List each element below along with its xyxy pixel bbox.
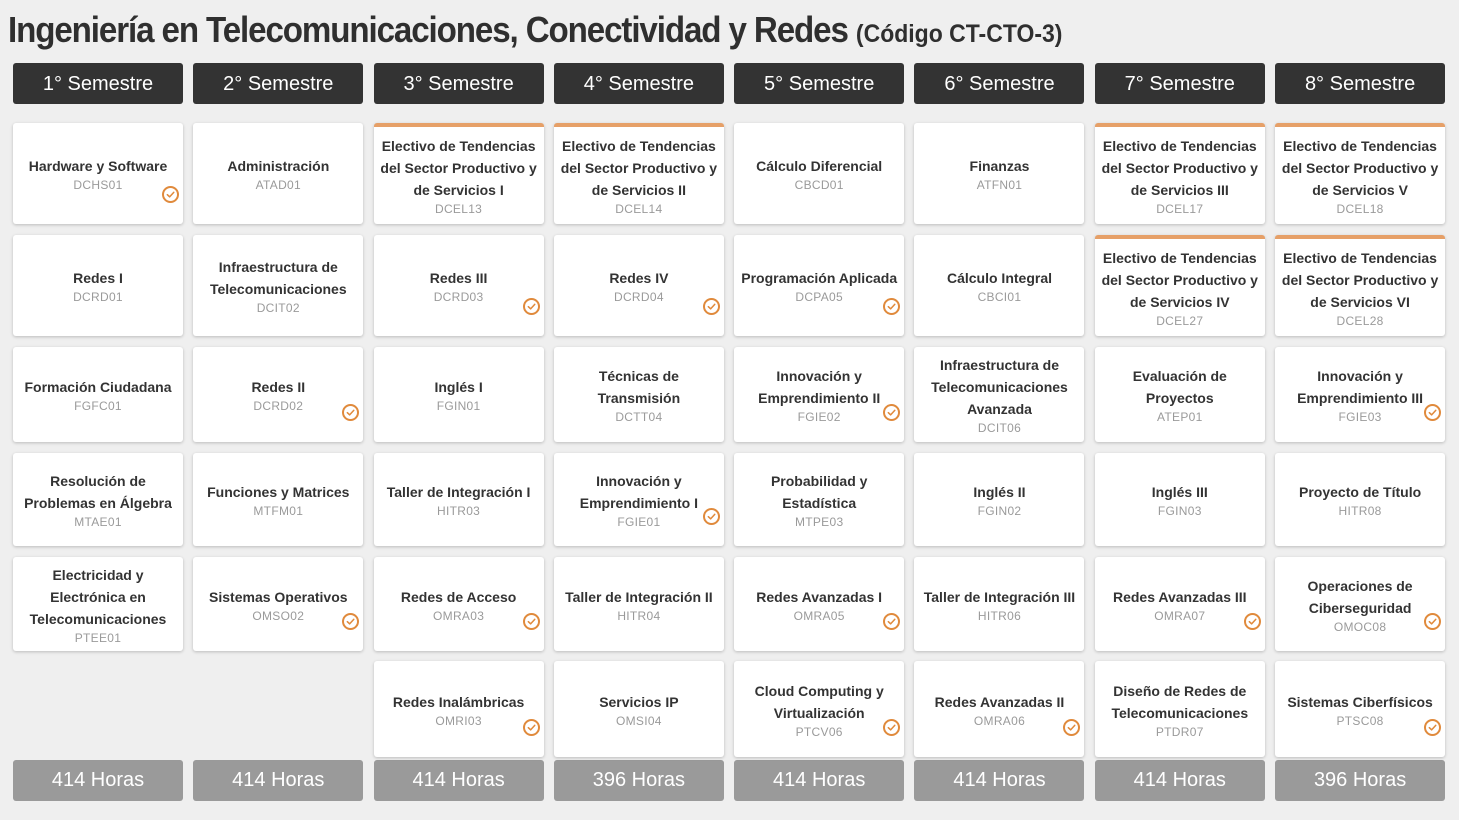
- semester-hours: 414 Horas: [193, 760, 363, 801]
- check-badge-icon: [162, 186, 179, 203]
- course-code: HITR08: [1338, 504, 1382, 518]
- course-code: ATFN01: [976, 178, 1023, 192]
- course-name: Redes I: [73, 270, 123, 286]
- course-name: Redes Avanzadas III: [1112, 588, 1247, 605]
- course-card[interactable]: [914, 453, 1084, 546]
- course-code: DCEL28: [1336, 314, 1384, 328]
- course-name: Sistemas Operativos: [209, 588, 348, 605]
- course-code: DCEL27: [1156, 314, 1204, 328]
- check-badge-icon: [523, 719, 540, 736]
- course-name: Redes II: [251, 379, 306, 395]
- course-name: Electivo de Tendencias del Sector Productivo y de Servicios III: [1101, 138, 1258, 198]
- course-name: Servicios IP: [599, 693, 679, 710]
- course-card[interactable]: [1095, 557, 1265, 651]
- check-badge-icon: [523, 298, 540, 315]
- course-name: Inglés III: [1151, 484, 1208, 500]
- semester-hours: 414 Horas: [914, 760, 1084, 801]
- course-card[interactable]: [374, 235, 544, 336]
- course-code: HITR03: [437, 504, 481, 518]
- course-card[interactable]: [734, 661, 904, 757]
- page-title: [8, 8, 1062, 52]
- course-card[interactable]: [734, 123, 904, 224]
- course-card[interactable]: [1275, 235, 1445, 336]
- course-list: [1095, 123, 1265, 757]
- course-name: Sistemas Ciberfísicos: [1287, 693, 1433, 710]
- course-card[interactable]: [374, 557, 544, 651]
- course-code: MTPE03: [794, 515, 844, 529]
- course-name: Electricidad y Electrónica en Telecomunicaciones: [29, 566, 167, 627]
- course-card[interactable]: [914, 347, 1084, 442]
- course-name: Redes III: [429, 270, 488, 286]
- course-code: FGIN03: [1157, 504, 1202, 518]
- course-code: FGIN02: [977, 504, 1022, 518]
- course-list: [734, 123, 904, 757]
- course-code: FGIE03: [1338, 410, 1382, 424]
- course-card[interactable]: [13, 123, 183, 224]
- course-list: [193, 123, 363, 757]
- course-code: HITR06: [977, 608, 1022, 623]
- semester-hours: 414 Horas: [734, 760, 904, 801]
- course-card[interactable]: [554, 123, 724, 224]
- course-name: Redes IV: [609, 270, 669, 286]
- semester-header[interactable]: 4° Semestre: [554, 63, 724, 104]
- course-card[interactable]: [554, 235, 724, 336]
- course-card[interactable]: [554, 557, 724, 651]
- course-code: DCRD01: [73, 290, 123, 304]
- semester-header[interactable]: 5° Semestre: [734, 63, 904, 104]
- check-badge-icon: [883, 298, 900, 315]
- semester-column: [193, 63, 363, 801]
- course-code: OMSO02: [252, 608, 305, 623]
- course-name: Programación Aplicada: [741, 270, 898, 286]
- semester-header[interactable]: 7° Semestre: [1095, 63, 1265, 104]
- course-card[interactable]: [914, 557, 1084, 651]
- course-card[interactable]: [1095, 123, 1265, 224]
- course-name: Cálculo Diferencial: [756, 158, 883, 174]
- semester-header[interactable]: 2° Semestre: [193, 63, 363, 104]
- course-name: Cálculo Integral: [946, 270, 1052, 286]
- course-card[interactable]: [1275, 347, 1445, 442]
- course-card[interactable]: [374, 123, 544, 224]
- check-badge-icon: [703, 508, 720, 525]
- course-code: DCRD04: [613, 290, 664, 304]
- course-card[interactable]: [554, 347, 724, 442]
- course-name: Técnicas de Transmisión: [597, 368, 681, 406]
- course-code: FGIE01: [617, 515, 661, 529]
- course-card[interactable]: [374, 347, 544, 442]
- course-card[interactable]: [193, 123, 363, 224]
- semester-hours: 414 Horas: [1095, 760, 1265, 801]
- semester-hours: 414 Horas: [13, 760, 183, 801]
- course-name: Cloud Computing y Virtualización: [754, 682, 884, 721]
- course-list: [1275, 123, 1445, 757]
- semester-column: [13, 63, 183, 801]
- curriculum-grid: [13, 63, 1445, 801]
- course-code: DCPA05: [795, 290, 843, 304]
- semester-header[interactable]: 3° Semestre: [374, 63, 544, 104]
- course-code: OMRA03: [433, 608, 485, 623]
- program-title: Ingeniería en Telecomunicaciones, Conectividad y Redes: [8, 9, 848, 50]
- course-code: FGIE02: [797, 410, 841, 424]
- course-name: Finanzas: [969, 158, 1030, 174]
- course-code: PTEE01: [74, 630, 122, 645]
- course-name: Proyecto de Título: [1299, 484, 1422, 500]
- course-code: OMRA05: [793, 608, 845, 623]
- course-list: [374, 123, 544, 757]
- semester-column: [914, 63, 1084, 801]
- course-name: Taller de Integración II: [565, 588, 713, 605]
- course-code: MTAE01: [74, 515, 122, 529]
- course-name: Administración: [227, 158, 330, 174]
- course-name: Infraestructura de Telecomunicaciones Avanzada: [931, 357, 1068, 417]
- check-badge-icon: [1424, 719, 1441, 736]
- course-name: Inglés I: [434, 379, 483, 395]
- check-badge-icon: [342, 613, 359, 630]
- course-card[interactable]: [1275, 453, 1445, 546]
- course-list: [554, 123, 724, 757]
- semester-column: [374, 63, 544, 801]
- course-code: OMSI04: [615, 713, 662, 728]
- course-code: DCEL17: [1156, 202, 1204, 216]
- course-name: Redes Avanzadas I: [756, 588, 883, 605]
- course-card[interactable]: [13, 453, 183, 546]
- course-code: FGFC01: [74, 399, 122, 413]
- check-badge-icon: [1063, 719, 1080, 736]
- course-card[interactable]: [734, 235, 904, 336]
- check-badge-icon: [1424, 613, 1441, 630]
- course-code: FGIN01: [436, 399, 481, 413]
- course-card[interactable]: [193, 235, 363, 336]
- course-code: PTSC08: [1336, 713, 1384, 728]
- check-badge-icon: [883, 613, 900, 630]
- course-name: Electivo de Tendencias del Sector Productivo y de Servicios II: [560, 138, 718, 198]
- course-name: Resolución de Problemas en Álgebra: [24, 473, 172, 511]
- check-badge-icon: [523, 613, 540, 630]
- course-code: PTCV06: [795, 724, 843, 739]
- course-card[interactable]: [734, 557, 904, 651]
- course-code: PTDR07: [1155, 724, 1204, 739]
- course-name: Redes Inalámbricas: [392, 693, 525, 710]
- course-code: DCRD03: [433, 290, 484, 304]
- course-code: OMRA07: [1154, 608, 1206, 623]
- course-card[interactable]: [193, 347, 363, 442]
- course-code: OMRA06: [973, 713, 1026, 728]
- course-name: Diseño de Redes de Telecomunicaciones: [1111, 682, 1249, 721]
- check-badge-icon: [1424, 404, 1441, 421]
- course-name: Redes de Acceso: [400, 588, 517, 605]
- course-card[interactable]: [1275, 661, 1445, 757]
- check-badge-icon: [1244, 613, 1261, 630]
- semester-header[interactable]: 1° Semestre: [13, 63, 183, 104]
- check-badge-icon: [703, 298, 720, 315]
- course-code: MTFM01: [253, 504, 304, 518]
- course-name: Taller de Integración III: [923, 588, 1076, 605]
- course-card[interactable]: [914, 123, 1084, 224]
- course-card[interactable]: [1095, 347, 1265, 442]
- course-code: DCRD02: [253, 399, 304, 413]
- course-card[interactable]: [914, 661, 1084, 757]
- course-code: OMOC08: [1333, 619, 1387, 634]
- course-name: Formación Ciudadana: [24, 379, 172, 395]
- semester-header[interactable]: 6° Semestre: [914, 63, 1084, 104]
- course-code: HITR04: [617, 608, 661, 623]
- course-card[interactable]: [1095, 453, 1265, 546]
- course-card[interactable]: [1275, 557, 1445, 651]
- course-code: ATEP01: [1156, 410, 1203, 424]
- course-code: DCEL18: [1336, 202, 1384, 216]
- course-name: Taller de Integración I: [386, 484, 531, 500]
- course-name: Operaciones de Ciberseguridad: [1307, 577, 1413, 616]
- semester-column: [1275, 63, 1445, 801]
- course-name: Inglés II: [973, 484, 1026, 500]
- course-card[interactable]: [193, 557, 363, 651]
- course-name: Electivo de Tendencias del Sector Productivo y de Servicios V: [1281, 138, 1439, 198]
- semester-column: [1095, 63, 1265, 801]
- semester-hours: 396 Horas: [554, 760, 724, 801]
- course-card[interactable]: [734, 453, 904, 546]
- course-name: Electivo de Tendencias del Sector Productivo y de Servicios IV: [1101, 250, 1258, 310]
- course-card[interactable]: [374, 661, 544, 757]
- semester-column: [554, 63, 724, 801]
- course-name: Probabilidad y Estadística: [770, 473, 868, 511]
- check-badge-icon: [883, 404, 900, 421]
- check-badge-icon: [342, 404, 359, 421]
- course-card[interactable]: [193, 453, 363, 546]
- course-name: Innovación y Emprendimiento III: [1297, 368, 1424, 406]
- course-name: Innovación y Emprendimiento I: [579, 473, 698, 511]
- course-name: Innovación y Emprendimiento II: [758, 368, 881, 406]
- course-code: OMRI03: [435, 713, 482, 728]
- course-card[interactable]: [13, 557, 183, 651]
- course-code: ATAD01: [255, 178, 301, 192]
- semester-column: [734, 63, 904, 801]
- course-code: DCEL13: [435, 202, 483, 216]
- course-code: DCHS01: [73, 178, 123, 192]
- course-name: Redes Avanzadas II: [934, 693, 1065, 710]
- course-name: Electivo de Tendencias del Sector Productivo y de Servicios I: [380, 138, 537, 198]
- course-card[interactable]: [554, 453, 724, 546]
- course-code: DCIT06: [977, 421, 1022, 435]
- course-name: Infraestructura de Telecomunicaciones: [209, 259, 347, 297]
- check-badge-icon: [883, 719, 900, 736]
- course-name: Electivo de Tendencias del Sector Productivo y de Servicios VI: [1281, 250, 1439, 310]
- course-name: Evaluación de Proyectos: [1132, 368, 1227, 406]
- course-code: DCIT02: [256, 301, 300, 315]
- course-card[interactable]: [13, 235, 183, 336]
- semester-hours: 396 Horas: [1275, 760, 1445, 801]
- course-list: [13, 123, 183, 757]
- course-name: Hardware y Software: [28, 158, 168, 174]
- course-card[interactable]: [374, 453, 544, 546]
- course-card[interactable]: [1095, 661, 1265, 757]
- course-code: CBCD01: [794, 178, 844, 192]
- course-card[interactable]: [1275, 123, 1445, 224]
- semester-hours: 414 Horas: [374, 760, 544, 801]
- course-card[interactable]: [1095, 235, 1265, 336]
- course-card[interactable]: [13, 347, 183, 442]
- course-card[interactable]: [914, 235, 1084, 336]
- course-list: [914, 123, 1084, 757]
- course-name: Funciones y Matrices: [207, 484, 350, 500]
- course-code: DCTT04: [615, 410, 663, 424]
- course-card[interactable]: [554, 661, 724, 757]
- course-code: DCEL14: [615, 202, 663, 216]
- semester-header[interactable]: 8° Semestre: [1275, 63, 1445, 104]
- program-code: (Código CT-CTO-3): [855, 20, 1063, 48]
- course-code: CBCI01: [977, 290, 1022, 304]
- course-card[interactable]: [734, 347, 904, 442]
